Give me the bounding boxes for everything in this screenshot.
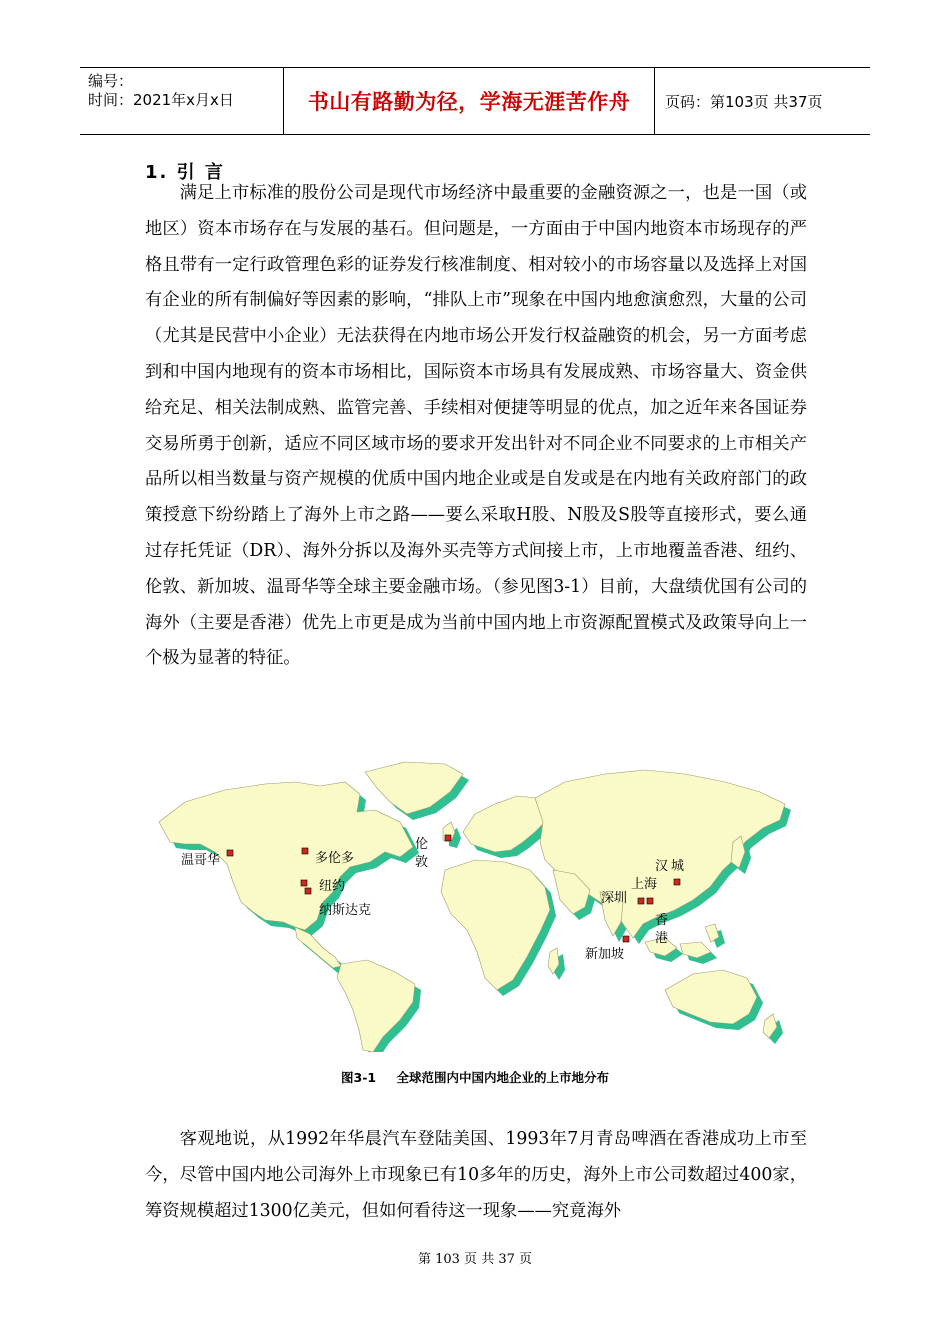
- marker-newyork: [301, 880, 307, 886]
- city-shenzhen: 深圳: [601, 891, 628, 906]
- marker-nasdaq: [305, 888, 311, 894]
- marker-vancouver: [227, 850, 233, 856]
- city-london-1: 伦: [415, 837, 429, 852]
- body-paragraph-2: 客观地说，从1992年华晨汽车登陆美国、1993年7月青岛啤酒在香港成功上市至今，尽管中国内地公司海外上市现象已有10多年的历史，海外上市公司数超过400家，筹资规模超过1300亿美元，但如何看待这一现象——究竟海外: [145, 1129, 807, 1221]
- city-vancouver: 温哥华: [181, 853, 221, 868]
- city-hongkong-2: 港: [655, 931, 669, 946]
- city-toronto: 多伦多: [315, 851, 355, 866]
- marker-toronto: [302, 848, 308, 854]
- section-heading: 1. 引 言: [145, 162, 225, 183]
- world-map: [145, 752, 805, 1052]
- page-header: [80, 67, 870, 135]
- header-meta: [80, 68, 283, 134]
- city-hancheng-1: 汉: [655, 859, 669, 874]
- figure-caption: [0, 1068, 950, 1086]
- figure-number: 图3-1: [341, 1070, 377, 1085]
- marker-singapore: [623, 936, 629, 942]
- city-singapore: 新加坡: [585, 947, 625, 962]
- header-number: 编号：: [88, 72, 134, 90]
- world-map-figure: [145, 752, 805, 1052]
- marker-shenzhen: [638, 898, 644, 904]
- city-hongkong-1: 香: [655, 913, 669, 928]
- header-motto-cell: [283, 68, 655, 134]
- header-motto: 书山有路勤为径，学海无涯苦作舟: [307, 90, 631, 114]
- figure-title: 全球范围内中国内地企业的上市地分布: [396, 1070, 609, 1085]
- city-hancheng-2: 城: [671, 859, 685, 874]
- city-shanghai: 上海: [631, 877, 658, 892]
- city-london-2: 敦: [415, 855, 429, 870]
- marker-london: [445, 835, 451, 841]
- marker-hongkong: [647, 898, 653, 904]
- marker-hancheng: [674, 879, 680, 885]
- header-date: 时间：2021年x月x日: [88, 91, 234, 109]
- header-page-info: 页码：第103页 共37页: [665, 92, 823, 111]
- page-footer: 第 103 页 共 37 页: [417, 1252, 533, 1267]
- body-paragraph-1: 满足上市标准的股份公司是现代市场经济中最重要的金融资源之一，也是一国（或地区）资本市场存在与发展的基石。但问题是，一方面由于中国内地资本市场现存的严格且带有一定行政管理色彩的证券发行核准制度、相对较小的市场容量以及选择上对国有企业的所有制偏好等因素的影响，“排队上市”现象在中国内地愈演愈烈，大量的公司（尤其是民营中小企业）无法获得在内地市场公开发行权益融资的机会，另一方面考虑到和中国内地现有的资本市场相比，国际资本市场具有发展成熟、市场容量大、资金供给充足、相关法制成熟、监管完善、手续相对便捷等明显的优点，加之近年来各国证券交易所勇于创新，适应不同区域市场的要求开发出针对不同企业不同要求的上市相关产品所以相当数量与资产规模的优质中国内地企业或是自发或是在内地有关政府部门的政策授意下纷纷踏上了海外上市之路——要么采取H股、N股及S股等直接形式，要么通过存托凭证（DR）、海外分拆以及海外买壳等方式间接上市，上市地覆盖香港、纽约、伦敦、新加坡、温哥华等全球主要金融市场。（参见图3-1）目前，大盘绩优国有公司的海外（主要是香港）优先上市更是成为当前中国内地上市资源配置模式及政策导向上一个极为显著的特征。: [145, 183, 807, 669]
- city-nasdaq: 纳斯达克: [319, 903, 372, 918]
- city-newyork: 纽约: [319, 879, 346, 894]
